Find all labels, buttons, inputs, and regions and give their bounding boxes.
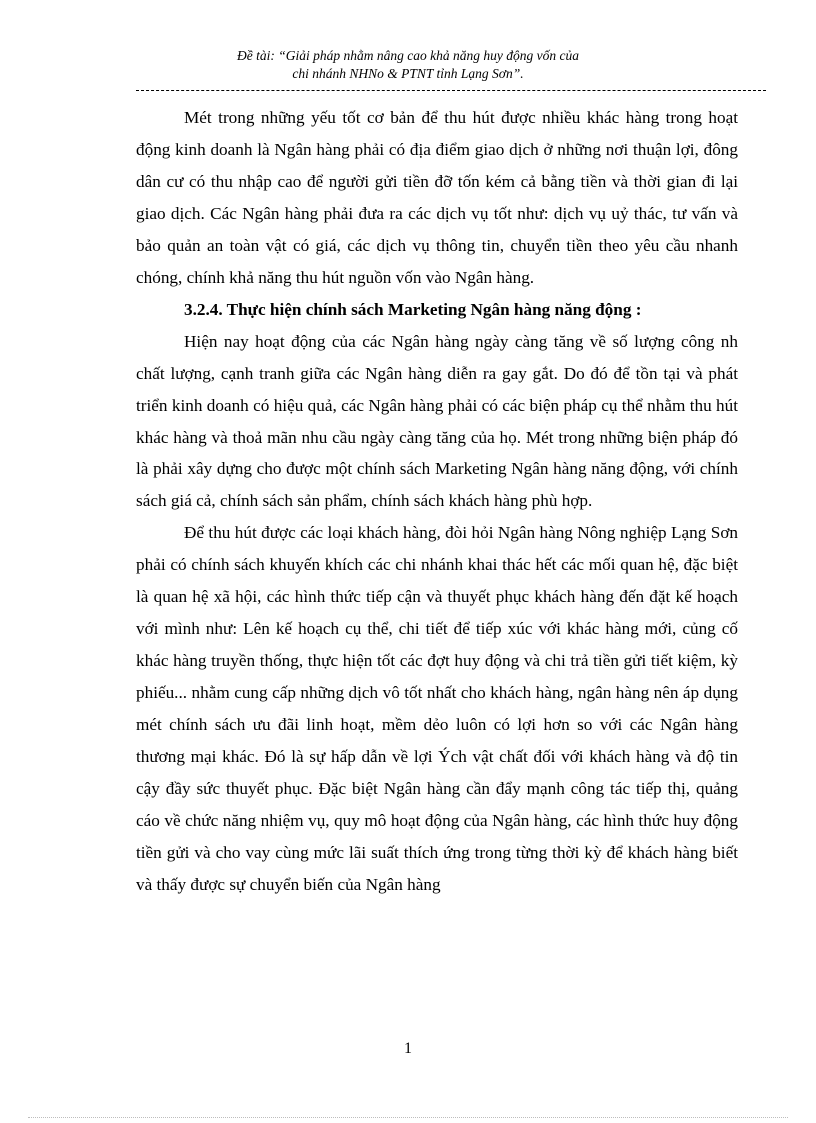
paragraph-3: Để thu hút được các loại khách hàng, đòi hỏi Ngân hàng Nông nghiệp Lạng Sơn phải có chính sách khuyến khích các chi nhánh khai thác hết các mối quan hệ, đặc biệt là quan hệ xã hội, các hình thức tiếp cận và thuyết phục khách hàng đến đặt kế hoạch với mình như: Lên kế hoạch cụ thể, chi tiết để tiếp xúc với khác hàng mới, củng cố khác hàng truyền thống, thực hiện tốt các đợt huy động và chi trả tiền gửi tiết kiệm, kỳ phiếu... nhằm cung cấp những dịch vô tốt nhất cho khách hàng, ngân hàng nên áp dụng mét chính sách ưu đãi linh hoạt, mềm dẻo luôn có lợi hơn so với các Ngân hàng thương mại khác. Đó là sự hấp dẫn về lợi Ých vật chất đối với khách hàng và độ tin cậy đầy sức thuyết phục. Đặc biệt Ngân hàng cần đẩy mạnh công tác tiếp thị, quảng cáo về chức năng nhiệm vụ, quy mô hoạt động của Ngân hàng, các hình thức huy động tiền gửi và cho vay cùng mức lãi suất thích ứng trong từng thời kỳ để khách hàng biết và thấy được sự chuyển biến của Ngân hàng	[136, 523, 738, 894]
page-bottom-border	[28, 1117, 788, 1118]
page-header	[0, 47, 816, 83]
paragraph-1: Mét trong những yếu tốt cơ bản để thu hút được nhiều khác hàng trong hoạt động kinh doanh là Ngân hàng phải có địa điểm giao dịch ở những nơi thuận lợi, đông dân cư có thu nhập cao để người gửi tiền đỡ tốn kém cả bằng tiền và thời gian đi lại giao dịch. Các Ngân hàng phải đưa ra các dịch vụ tốt như: dịch vụ uỷ thác, tư vấn và bảo quản an toàn vật có giá, các dịch vụ thông tin, chuyển tiền theo yêu cầu nhanh chóng, chính khả năng thu hút nguồn vốn vào Ngân hàng.	[136, 108, 738, 287]
page-number: 1	[404, 1040, 412, 1057]
header-divider	[136, 90, 766, 91]
paragraph-2: Hiện nay hoạt động của các Ngân hàng ngày càng tăng về số lượng công nh chất lượng, cạnh tranh giữa các Ngân hàng diễn ra gay gắt. Do đó để tồn tại và phát triển kinh doanh có hiệu quả, các Ngân hàng phải có các biện pháp cụ thể nhằm thu hút khác hàng và thoả mãn nhu cầu ngày càng tăng của họ. Mét trong những biện pháp đó là phải xây dựng cho được một chính sách Marketing Ngân hàng năng động, với chính sách giá cả, chính sách sản phẩm, chính sách khách hàng phù hợp.	[136, 331, 738, 511]
document-body	[136, 102, 738, 901]
header-title-line-2: chi nhánh NHNo & PTNT tỉnh Lạng Sơn”.	[292, 66, 524, 81]
header-title-line-1: Đề tài: “Giải pháp nhằm nâng cao khả năng huy động vốn của	[237, 48, 579, 63]
section-heading: 3.2.4. Thực hiện chính sách Marketing Ngân hàng năng động :	[184, 299, 642, 319]
